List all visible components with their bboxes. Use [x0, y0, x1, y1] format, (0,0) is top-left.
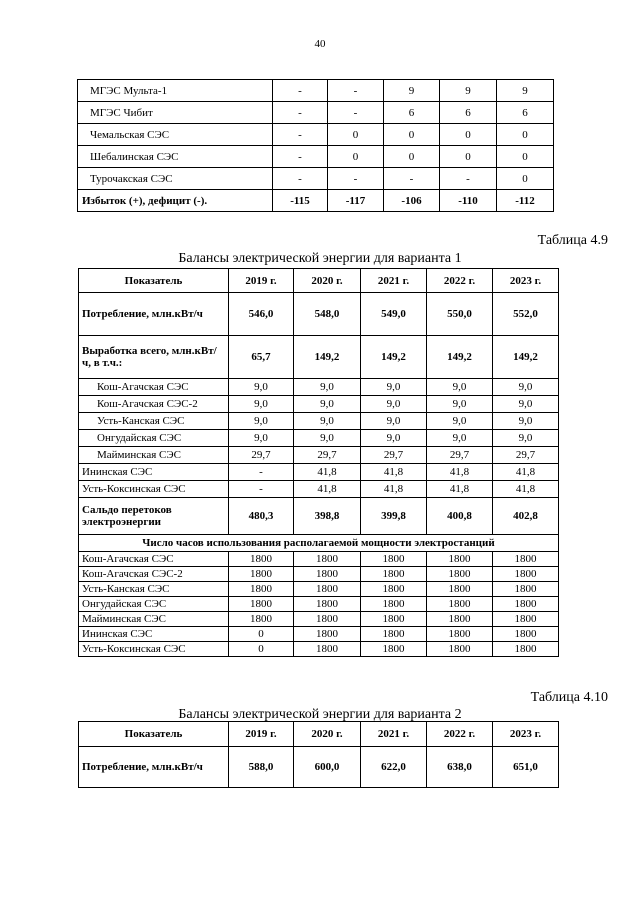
table-row: [79, 430, 559, 447]
value-cell: 0: [384, 146, 440, 168]
value-cell: -: [229, 481, 294, 498]
value-cell: 1800: [493, 567, 559, 582]
row-label: Кош-Агачская СЭС: [79, 379, 229, 396]
header-cell: 2021 г.: [361, 722, 427, 747]
value-cell: 1800: [229, 597, 294, 612]
value-cell: 480,3: [229, 498, 294, 535]
row-label: Майминская СЭС: [79, 612, 229, 627]
row-label: Шебалинская СЭС: [78, 146, 273, 168]
row-label: Усть-Коксинская СЭС: [79, 481, 229, 498]
value-cell: 548,0: [294, 293, 361, 336]
value-cell: -: [273, 102, 328, 124]
value-cell: -: [328, 102, 384, 124]
value-cell: 552,0: [493, 293, 559, 336]
value-cell: 41,8: [361, 481, 427, 498]
value-cell: 29,7: [229, 447, 294, 464]
value-cell: 1800: [493, 582, 559, 597]
value-cell: 149,2: [361, 336, 427, 379]
table-row: [78, 124, 554, 146]
table-row: [78, 80, 554, 102]
row-label: Майминская СЭС: [79, 447, 229, 464]
section-title: Число часов использования располагаемой мощности электростанций: [79, 535, 559, 552]
table-row: [78, 146, 554, 168]
value-cell: 9,0: [229, 413, 294, 430]
row-label: Ининская СЭС: [79, 627, 229, 642]
value-cell: 29,7: [493, 447, 559, 464]
table-row: [79, 597, 559, 612]
table-row: [78, 190, 554, 212]
value-cell: 9,0: [493, 430, 559, 447]
table-row: [78, 102, 554, 124]
row-label: Чемальская СЭС: [78, 124, 273, 146]
value-cell: 41,8: [361, 464, 427, 481]
value-cell: 1800: [229, 612, 294, 627]
value-cell: 149,2: [493, 336, 559, 379]
row-label: Выработка всего, млн.кВт/ч, в т.ч.:: [79, 336, 229, 379]
table-row: [79, 627, 559, 642]
value-cell: 0: [497, 146, 554, 168]
value-cell: 1800: [361, 627, 427, 642]
value-cell: 9,0: [493, 396, 559, 413]
header-cell: 2020 г.: [294, 722, 361, 747]
value-cell: -: [328, 80, 384, 102]
value-cell: 0: [328, 146, 384, 168]
row-label: Ининская СЭС: [79, 464, 229, 481]
value-cell: 1800: [427, 552, 493, 567]
header-cell: 2019 г.: [229, 722, 294, 747]
row-label: МГЭС Чибит: [78, 102, 273, 124]
value-cell: 0: [384, 124, 440, 146]
value-cell: -112: [497, 190, 554, 212]
value-cell: 9,0: [294, 413, 361, 430]
value-cell: 9,0: [427, 430, 493, 447]
value-cell: 9,0: [427, 396, 493, 413]
energy-balance-table-variant-2: [78, 721, 559, 788]
value-cell: 6: [440, 102, 497, 124]
row-label: Потребление, млн.кВт/ч: [79, 747, 229, 788]
row-label: Усть-Канская СЭС: [79, 582, 229, 597]
table-row: [79, 747, 559, 788]
value-cell: 9: [384, 80, 440, 102]
value-cell: 29,7: [427, 447, 493, 464]
table-row: [79, 567, 559, 582]
row-label: Онгудайская СЭС: [79, 597, 229, 612]
value-cell: 6: [384, 102, 440, 124]
table-row: [79, 413, 559, 430]
value-cell: 1800: [493, 552, 559, 567]
value-cell: -110: [440, 190, 497, 212]
value-cell: 588,0: [229, 747, 294, 788]
value-cell: 1800: [294, 642, 361, 657]
value-cell: 9,0: [427, 379, 493, 396]
value-cell: -: [328, 168, 384, 190]
table-row: [79, 552, 559, 567]
value-cell: -: [440, 168, 497, 190]
value-cell: 29,7: [361, 447, 427, 464]
value-cell: 9,0: [361, 430, 427, 447]
value-cell: 1800: [361, 642, 427, 657]
header-cell: Показатель: [79, 269, 229, 293]
value-cell: -: [273, 124, 328, 146]
value-cell: 1800: [493, 642, 559, 657]
value-cell: 29,7: [294, 447, 361, 464]
value-cell: 9,0: [493, 379, 559, 396]
value-cell: 0: [229, 642, 294, 657]
value-cell: 400,8: [427, 498, 493, 535]
header-cell: Показатель: [79, 722, 229, 747]
value-cell: 41,8: [294, 464, 361, 481]
value-cell: 1800: [229, 552, 294, 567]
value-cell: 1800: [294, 597, 361, 612]
value-cell: 399,8: [361, 498, 427, 535]
value-cell: 41,8: [493, 481, 559, 498]
table-caption: Таблица 4.10: [530, 690, 608, 705]
header-cell: 2019 г.: [229, 269, 294, 293]
header-cell: 2023 г.: [493, 269, 559, 293]
value-cell: 1800: [294, 612, 361, 627]
row-label: Онгудайская СЭС: [79, 430, 229, 447]
value-cell: 9,0: [294, 396, 361, 413]
value-cell: 9,0: [229, 396, 294, 413]
row-label: Усть-Коксинская СЭС: [79, 642, 229, 657]
value-cell: 600,0: [294, 747, 361, 788]
value-cell: 1800: [361, 567, 427, 582]
value-cell: -: [273, 168, 328, 190]
value-cell: 1800: [427, 642, 493, 657]
value-cell: 0: [440, 146, 497, 168]
value-cell: 0: [497, 124, 554, 146]
value-cell: 41,8: [493, 464, 559, 481]
value-cell: 0: [328, 124, 384, 146]
row-label: Избыток (+), дефицит (-).: [78, 190, 273, 212]
value-cell: 1800: [427, 582, 493, 597]
header-cell: 2020 г.: [294, 269, 361, 293]
table-row: [79, 379, 559, 396]
value-cell: 402,8: [493, 498, 559, 535]
row-label: Усть-Канская СЭС: [79, 413, 229, 430]
table-row: [79, 481, 559, 498]
page-number: 40: [314, 38, 326, 50]
value-cell: 1800: [361, 552, 427, 567]
header-cell: 2023 г.: [493, 722, 559, 747]
value-cell: 9: [497, 80, 554, 102]
table-title: Балансы электрической энергии для варианта 2: [178, 707, 462, 722]
row-label: Потребление, млн.кВт/ч: [79, 293, 229, 336]
value-cell: 9,0: [493, 413, 559, 430]
table-row: [79, 582, 559, 597]
row-label: Кош-Агачская СЭС-2: [79, 567, 229, 582]
value-cell: -: [273, 146, 328, 168]
value-cell: 622,0: [361, 747, 427, 788]
value-cell: 1800: [427, 567, 493, 582]
value-cell: 149,2: [427, 336, 493, 379]
value-cell: 149,2: [294, 336, 361, 379]
value-cell: 546,0: [229, 293, 294, 336]
row-label: МГЭС Мульта-1: [78, 80, 273, 102]
value-cell: -106: [384, 190, 440, 212]
value-cell: 1800: [493, 612, 559, 627]
value-cell: 41,8: [427, 464, 493, 481]
value-cell: -: [384, 168, 440, 190]
value-cell: 41,8: [294, 481, 361, 498]
value-cell: 9,0: [229, 430, 294, 447]
value-cell: 1800: [361, 597, 427, 612]
power-plants-table: [77, 79, 554, 212]
header-cell: 2021 г.: [361, 269, 427, 293]
table-row: [79, 498, 559, 535]
table-caption: Таблица 4.9: [537, 233, 608, 248]
value-cell: -115: [273, 190, 328, 212]
value-cell: 1800: [361, 612, 427, 627]
value-cell: -: [229, 464, 294, 481]
value-cell: 1800: [229, 567, 294, 582]
value-cell: 1800: [294, 567, 361, 582]
table-row: [79, 293, 559, 336]
value-cell: 1800: [493, 597, 559, 612]
value-cell: 9,0: [361, 396, 427, 413]
value-cell: 6: [497, 102, 554, 124]
row-label: Сальдо перетоков электроэнергии: [79, 498, 229, 535]
value-cell: 1800: [229, 582, 294, 597]
table-title: Балансы электрической энергии для варианта 1: [178, 251, 462, 266]
value-cell: 1800: [427, 627, 493, 642]
value-cell: 1800: [427, 597, 493, 612]
value-cell: -: [273, 80, 328, 102]
header-cell: 2022 г.: [427, 722, 493, 747]
value-cell: 9,0: [294, 379, 361, 396]
value-cell: 1800: [294, 552, 361, 567]
table-header-row: [79, 269, 559, 293]
row-label: Турочакская СЭС: [78, 168, 273, 190]
value-cell: 0: [440, 124, 497, 146]
row-label: Кош-Агачская СЭС-2: [79, 396, 229, 413]
value-cell: 9: [440, 80, 497, 102]
value-cell: 41,8: [427, 481, 493, 498]
value-cell: 9,0: [427, 413, 493, 430]
value-cell: -117: [328, 190, 384, 212]
value-cell: 398,8: [294, 498, 361, 535]
value-cell: 9,0: [361, 413, 427, 430]
table-row: [79, 447, 559, 464]
table-row: [79, 336, 559, 379]
value-cell: 0: [497, 168, 554, 190]
value-cell: 1800: [427, 612, 493, 627]
row-label: Кош-Агачская СЭС: [79, 552, 229, 567]
section-header-row: [79, 535, 559, 552]
value-cell: 550,0: [427, 293, 493, 336]
table-row: [78, 168, 554, 190]
value-cell: 9,0: [361, 379, 427, 396]
value-cell: 651,0: [493, 747, 559, 788]
value-cell: 9,0: [229, 379, 294, 396]
table-row: [79, 642, 559, 657]
table-row: [79, 464, 559, 481]
value-cell: 0: [229, 627, 294, 642]
table-row: [79, 612, 559, 627]
value-cell: 1800: [294, 627, 361, 642]
value-cell: 65,7: [229, 336, 294, 379]
value-cell: 1800: [361, 582, 427, 597]
value-cell: 9,0: [294, 430, 361, 447]
table-row: [79, 396, 559, 413]
value-cell: 1800: [493, 627, 559, 642]
value-cell: 549,0: [361, 293, 427, 336]
header-cell: 2022 г.: [427, 269, 493, 293]
value-cell: 1800: [294, 582, 361, 597]
energy-balance-table-variant-1: [78, 268, 559, 657]
table-header-row: [79, 722, 559, 747]
value-cell: 638,0: [427, 747, 493, 788]
